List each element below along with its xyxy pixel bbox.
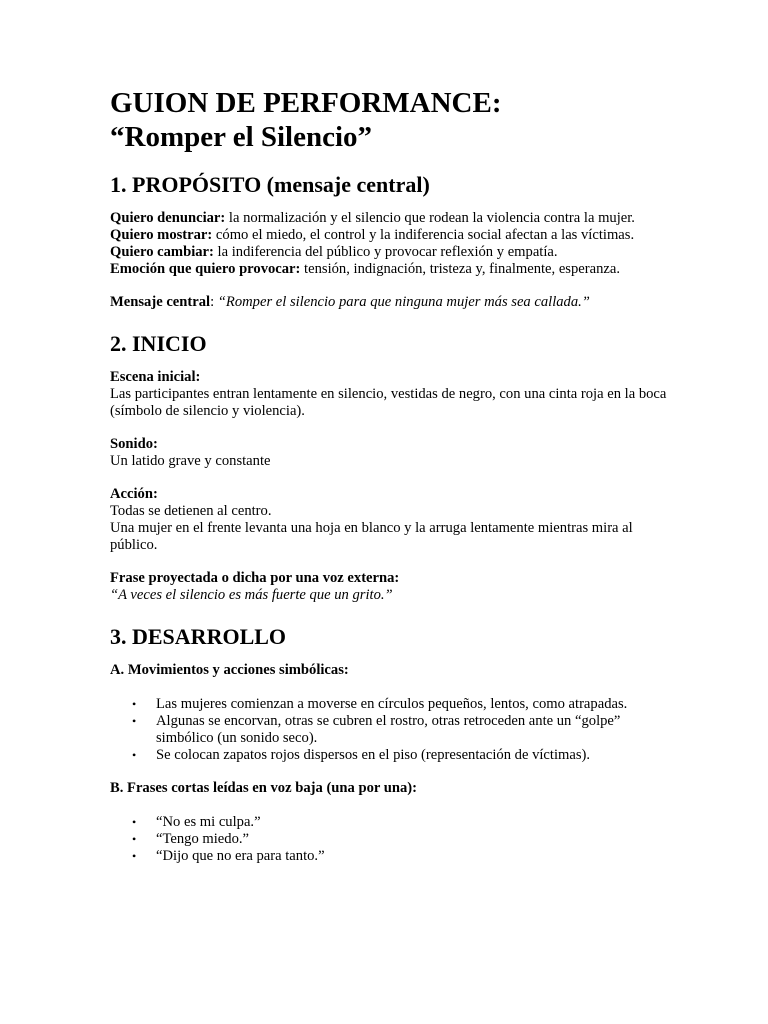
mensaje-label: Mensaje central [110, 294, 211, 310]
subheading-movimientos: A. Movimientos y acciones simbólicas: [110, 662, 349, 678]
movimientos-list [110, 696, 670, 764]
list-item-text: Se colocan zapatos rojos dispersos en el piso (representación de víctimas). [156, 747, 591, 763]
bullet-icon: • [132, 849, 137, 863]
mostrar-label: Quiero mostrar: [110, 227, 213, 243]
mensaje-text: “Romper el silencio para que ninguna mujer más sea callada.” [217, 294, 590, 310]
list-item-text: “Tengo miedo.” [156, 831, 249, 847]
sonido [110, 436, 670, 470]
frase-text: “A veces el silencio es más fuerte que un grito.” [110, 587, 393, 603]
escena-text: Las participantes entran lentamente en silencio, vestidas de negro, con una cinta roja en la boca (símbolo de silencio y violencia). [110, 386, 667, 419]
bullet-icon: • [132, 832, 137, 846]
list-item-text: Algunas se encorvan, otras se cubren el rostro, otras retroceden ante un “golpe” simbólico (un sonido seco). [156, 713, 621, 746]
bullet-icon: • [132, 748, 137, 762]
document-page [110, 86, 670, 881]
list-item [132, 814, 670, 831]
escena-inicial [110, 369, 670, 420]
section-heading-inicio: 2. INICIO [110, 331, 207, 356]
accion-line-1: Todas se detienen al centro. [110, 503, 272, 519]
list-item-text: “No es mi culpa.” [156, 814, 261, 830]
mensaje-sep: : [210, 294, 218, 310]
list-item [132, 747, 670, 764]
cambiar-label: Quiero cambiar: [110, 244, 214, 260]
cambiar-text: la indiferencia del público y provocar reflexión y empatía. [213, 244, 558, 260]
sonido-text: Un latido grave y constante [110, 453, 271, 469]
list-item-text: “Dijo que no era para tanto.” [156, 848, 325, 864]
list-item [132, 848, 670, 865]
list-item [132, 713, 670, 747]
subheading-frases: B. Frases cortas leídas en voz baja (una por una): [110, 780, 418, 796]
mostrar-text: cómo el miedo, el control y la indiferencia social afectan a las víctimas. [212, 227, 635, 243]
emocion-text: tensión, indignación, tristeza y, finalmente, esperanza. [300, 261, 621, 277]
denunciar-text: la normalización y el silencio que rodean la violencia contra la mujer. [225, 210, 635, 226]
section-heading-proposito: 1. PROPÓSITO (mensaje central) [110, 172, 430, 197]
emocion-label: Emoción que quiero provocar: [110, 261, 301, 277]
list-item-text: Las mujeres comienzan a moverse en círculos pequeños, lentos, como atrapadas. [156, 696, 628, 712]
list-item [132, 696, 670, 713]
document-title [110, 86, 670, 154]
title-line-2: “Romper el Silencio” [110, 121, 373, 153]
denunciar-label: Quiero denunciar: [110, 210, 226, 226]
escena-label: Escena inicial: [110, 369, 201, 385]
bullet-icon: • [132, 697, 137, 711]
title-line-1: GUION DE PERFORMANCE: [110, 87, 502, 119]
frase-proyectada [110, 570, 670, 604]
mensaje-central [110, 294, 670, 311]
section-heading-desarrollo: 3. DESARROLLO [110, 624, 287, 649]
list-item [132, 831, 670, 848]
frase-label: Frase proyectada o dicha por una voz externa: [110, 570, 400, 586]
bullet-icon: • [132, 714, 137, 728]
proposito-list [110, 210, 670, 278]
accion-line-2: Una mujer en el frente levanta una hoja en blanco y la arruga lentamente mientras mira al público. [110, 520, 633, 553]
accion-label: Acción: [110, 486, 158, 502]
accion [110, 486, 670, 554]
sonido-label: Sonido: [110, 436, 158, 452]
bullet-icon: • [132, 815, 137, 829]
frases-list [110, 814, 670, 865]
